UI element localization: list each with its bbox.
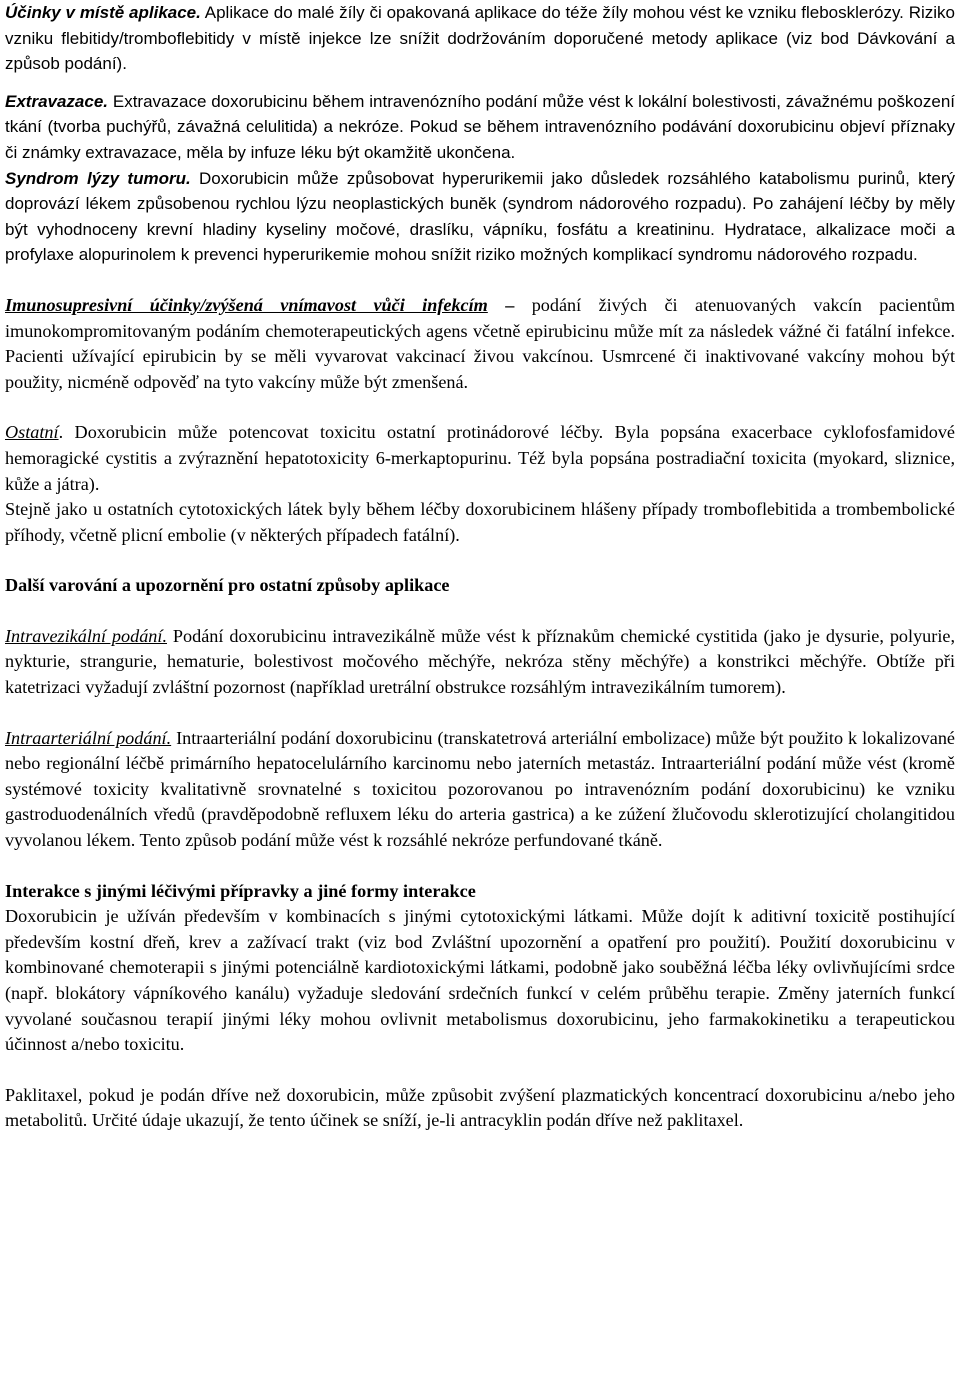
paragraph-intravesical [5,624,955,701]
spacer [5,599,955,624]
paragraph-other [5,420,955,497]
spacer [5,77,955,89]
spacer [5,268,955,293]
text-intraarterial: Intraarteriální podání doxorubicinu (transkatetrová arteriální embolizace) může být použito k lokalizované nebo regionální léčbě primárního hepatocelulárního karcinomu nebo jaterních metastáz. Intraarteriální podání může vést (kromě systémové toxicity kvalitativně srovnatelné s toxicitou pozorovanou po intravenózním podání doxorubicinu) ke vzniku gastroduodenálních vředů (pravděpodobně refluxem léku do arteria gastrica) a ke zúžení žlučovodu sklerotizující cholangitidou vyvolanou lékem. Tento způsob podání může vést k rozsáhlé nekróze perfundované tkáně. [5,727,955,851]
label-intraarterial: Intraarteriální podání. [5,727,172,748]
spacer [5,395,955,420]
label-intravesical: Intravezikální podání. [5,625,167,646]
label-extravasation: Extravazace. [5,91,109,111]
text-intravesical: Podání doxorubicinu intravezikálně může vést k příznakům chemické cystitida (jako je dysurie, polyurie, nykturie, strangurie, hematurie, bolestivost močového měchýře, nekróza stěny měchýře) a konstrikci měchýře. Obtíže při katetrizaci vyžadují zvláštní pozornost (například uretrální obstrukce rozsáhlým intravezikálním tumorem). [5,625,955,698]
text-extravasation-a: Extravazace doxorubicinu během intravenózního podání může vést k lokální bolestivosti, závažnému poškození tkání (tvorba puchýřů, závažná celulitida) a nekróze. [5,91,955,137]
spacer [5,854,955,879]
text-extravasation-b: Pokud se během intravenózního podávání doxorubicinu objeví příznaky či známky extravazace, měla by infuze léku být okamžitě ukončena. [5,117,956,162]
paragraph-other-2 [5,497,955,548]
label-immunosuppressive: Imunosupresivní účinky/zvýšená vnímavost vůči infekcím [5,294,488,315]
text-injection-site: Aplikace do malé žíly či opakovaná aplikace do téže žíly mohou vést ke vzniku flebosklerózy. Riziko vzniku flebitidy/tromboflebitidy v místě injekce lze snížit dodržováním doporučené metody aplikace (viz bod Dávkování a způsob podání). [5,3,956,74]
label-other: Ostatní [5,422,59,443]
label-injection-site: Účinky v místě aplikace. [5,3,201,22]
spacer [5,701,955,726]
heading-other-routes: Další varování a upozornění pro ostatní způsoby aplikace [5,575,450,596]
paragraph-extravasation [5,89,955,166]
spacer [5,548,955,573]
text-other: . Doxorubicin může potencovat toxicitu ostatní protinádorové léčby. Byla popsána exacerbace cyklofosfamidové hemoragické cystitis a zvýraznění hepatotoxicity 6-merkaptopurinu. Též byla popsána postradiační toxicita (myokard, sliznice, kůže a játra). [5,422,955,494]
paragraph-immunosuppressive [5,293,955,395]
dash-immunosuppressive: – [487,294,532,315]
paragraph-tumor-lysis [5,166,955,268]
text-tumor-lysis: Doxorubicin může způsobovat hyperurikemii jako důsledek rozsáhlého katabolismu purinů, který doprovází lékem způsobenou rychlou lýzu neoplastických buněk (syndrom nádorového rozpadu). Po zahájení léčby by měly být vyhodnoceny krevní hladiny kyseliny močové, draslíku, vápníku, fosfátu a kreatininu. Hydratace, alkalizace moči a profylaxe alopurinolem k prevenci hyperurikemie mohou snížit riziko možných komplikací syndromu nádorového rozpadu. [5,168,955,265]
paragraph-injection-site [5,0,955,77]
heading-interactions: Interakce s jinými léčivými přípravky a jiné formy interakce [5,880,476,901]
spacer [5,1058,955,1083]
paragraph-paclitaxel: Paklitaxel, pokud je podán dříve než doxorubicin, může způsobit zvýšení plazmatických koncentrací doxorubicinu a/nebo jeho metabolitů. Určité údaje ukazují, že tento účinek se sníží, je-li antracyklin podán dříve než paklitaxel. [5,1084,955,1131]
paragraph-interactions: Doxorubicin je užíván především v kombinacích s jinými cytotoxickými látkami. Může dojít k aditivní toxicitě postihující především kostní dřeň, krev a zažívací trakt (viz bod Zvláštní upozornění a opatření pro použití). Použití doxorubicinu v kombinované chemoterapii s jinými potenciálně kardiotoxickými látkami, podobně jako souběžná léčba léky ovlivňujícími srdce (např. blokátory vápníkového kanálu) vyžaduje sledování srdečních funkcí v celém průběhu terapie. Změny jaterních funkcí vyvolané současnou terapií jinými léky mohou ovlivnit metabolismus doxorubicinu, jeho farmakokinetiku a terapeutickou účinnost a/nebo toxicitu. [5,906,955,1055]
label-tumor-lysis: Syndrom lýzy tumoru. [5,168,191,188]
text-other-2: Stejně jako u ostatních cytotoxických látek byly během léčby doxorubicinem hlášeny případy tromboflebitida a trombembolické příhody, včetně plicní embolie (v některých případech fatální). [5,499,955,545]
text-immunosuppressive: podání živých či atenuovaných vakcín pacientům imunokompromitovaným podáním chemoterapeutických agens včetně epirubicinu může mít za následek vážné či fatální infekce. Pacienti užívající epirubicin by se měli vyvarovat vakcinací živou vakcínou. Usmrcené či inaktivované vakcíny mohou být použity, nicméně odpověď na tyto vakcíny může být zmenšená. [5,294,955,392]
paragraph-intraarterial [5,726,955,854]
